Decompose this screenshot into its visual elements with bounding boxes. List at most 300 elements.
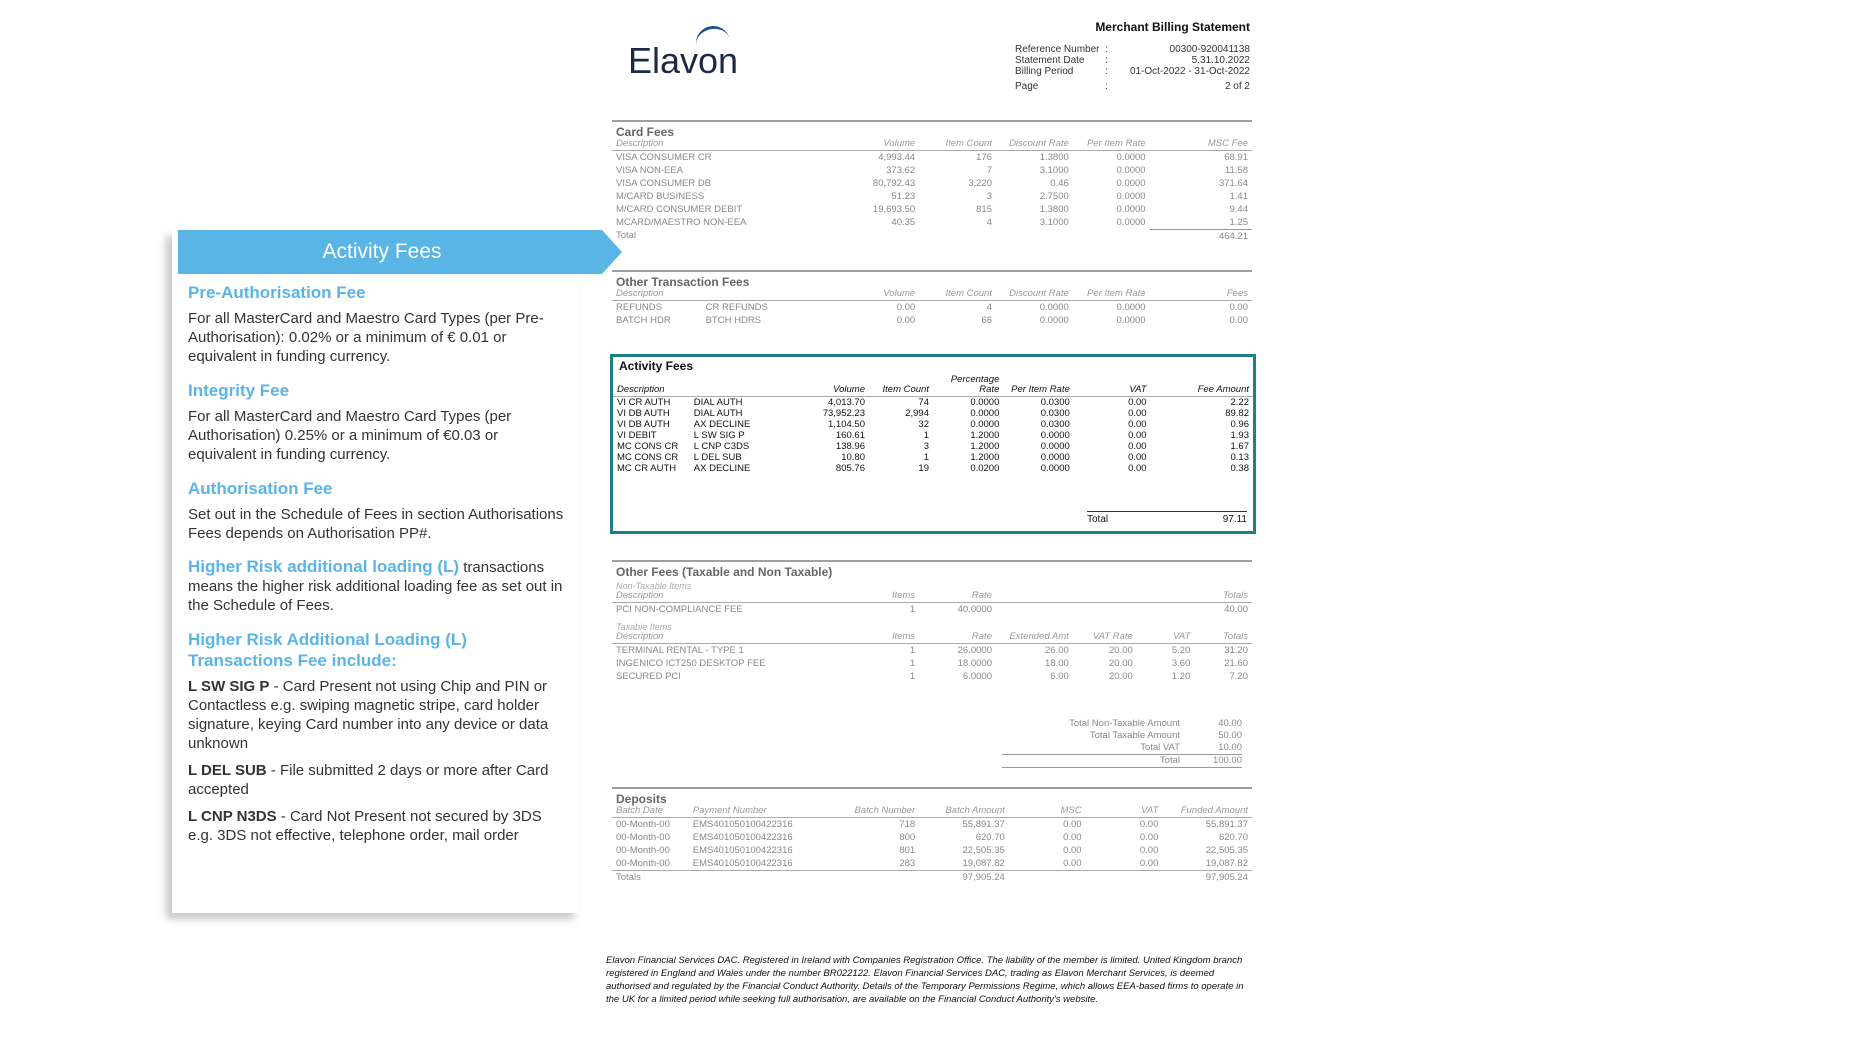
table-cell: VI CR AUTH <box>617 397 671 408</box>
table-cell: L DEL SUB <box>693 452 742 463</box>
table-cell: 0.0300 <box>1040 419 1070 430</box>
statement-meta <box>1015 44 1250 92</box>
table-cell: 0.0000 <box>970 408 1000 419</box>
card-fees-total-value: 464.21 <box>1150 230 1252 244</box>
table-cell: 7 <box>986 164 992 176</box>
table-row <box>612 657 1252 670</box>
table-header-row <box>612 139 1252 151</box>
table-cell: 815 <box>976 203 992 215</box>
table-cell: 0.00 <box>1139 844 1159 856</box>
table-cell: 6.0000 <box>962 670 992 682</box>
table-cell: 18.0000 <box>957 657 992 669</box>
activity-fees-info-panel <box>172 230 580 913</box>
meta-label: Page <box>1015 81 1039 92</box>
table-cell: L CNP C3DS <box>693 441 750 452</box>
panel-header-title: Activity Fees <box>322 240 442 263</box>
table-cell: TERMINAL RENTAL - TYPE 1 <box>616 644 744 656</box>
col-header: Totals <box>1194 632 1252 644</box>
col-header: Funded Amount <box>1162 806 1252 818</box>
table-cell: 73,952.23 <box>822 408 865 419</box>
table-cell: DIAL AUTH <box>693 408 743 419</box>
table-cell: 0.0300 <box>1040 408 1070 419</box>
table-cell: 1 <box>909 603 916 615</box>
col-header: Extended Amt <box>996 632 1073 644</box>
table-cell: 1.2000 <box>970 452 1000 463</box>
billing-statement-document <box>606 14 1262 1014</box>
table-cell: 18.00 <box>1045 657 1069 669</box>
table-cell: 0.38 <box>1230 463 1249 474</box>
table-cell: 6.00 <box>1050 670 1069 682</box>
col-header: Description <box>612 289 702 301</box>
table-row <box>612 190 1252 203</box>
pre-auth-fee-text: For all MasterCard and Maestro Card Types (per Pre-Authorisation): 0.02% or a minimum of € 0.01 or equivalent in funding currency. <box>188 310 544 365</box>
meta-billing-period <box>1015 66 1250 77</box>
col-header: Rate <box>919 632 996 644</box>
table-cell: INGENICO ICT250 DESKTOP FEE <box>616 657 766 669</box>
total-label: Total <box>1159 755 1180 766</box>
table-cell: 0.00 <box>1063 844 1082 856</box>
higher-risk-text: transactions means the higher risk additional loading fee as set out in the Schedule of Fees. <box>188 559 563 614</box>
table-cell: 0.13 <box>1230 452 1249 463</box>
table-cell: AX DECLINE <box>693 463 751 474</box>
table-cell: 0.0000 <box>970 419 1000 430</box>
deposits-totals-row <box>612 871 1252 885</box>
other-fees-title: Other Fees (Taxable and Non Taxable) <box>612 560 1252 579</box>
higher-risk-fee-heading: Higher Risk Additional Loading (L) Transactions Fee include: <box>188 630 467 670</box>
table-cell: 3 <box>923 441 929 452</box>
table-row <box>612 644 1252 658</box>
col-header: Batch Date <box>612 806 689 818</box>
col-header: Per Item Rate <box>1003 375 1073 397</box>
table-cell: 19,087.82 <box>962 857 1005 869</box>
table-cell: 1 <box>923 430 929 441</box>
total-label: Total <box>616 230 637 242</box>
taxable-table <box>612 632 1252 683</box>
table-cell: 00-Month-00 <box>616 844 670 856</box>
logo-swoosh-icon <box>693 23 733 62</box>
col-header: Discount Rate <box>996 289 1073 301</box>
table-row <box>612 818 1252 832</box>
table-cell: 40.0000 <box>957 603 992 615</box>
col-header <box>690 375 792 397</box>
col-header: VAT Rate <box>1073 632 1137 644</box>
code-description: - Card Present not using Chip and PIN or Contactless e.g. swiping magnetic stripe, card holder signature, keying Card number into any device or data unknown <box>188 678 549 752</box>
table-header-row <box>612 632 1252 644</box>
table-cell: 620.70 <box>975 831 1005 843</box>
table-cell: 0.0000 <box>1040 463 1070 474</box>
col-header: Description <box>612 139 842 151</box>
deposits-table <box>612 806 1252 884</box>
table-cell: 26.0000 <box>957 644 992 656</box>
code-label: L CNP N3DS <box>188 808 277 825</box>
table-cell: MC CR AUTH <box>617 463 677 474</box>
table-cell: BATCH HDR <box>616 314 671 326</box>
table-cell: 373.62 <box>886 164 916 176</box>
table-cell: 0.0000 <box>1116 301 1146 313</box>
code-description: - Card Not Present not secured by 3DS e.g. 3DS not effective, telephone order, mail order <box>188 808 542 844</box>
table-cell: 0.0200 <box>970 463 1000 474</box>
higher-risk-heading: Higher Risk additional loading (L) <box>188 557 460 576</box>
code-description: - File submitted 2 days or more after Card accepted <box>188 762 549 798</box>
table-cell: 1.41 <box>1229 190 1248 202</box>
table-cell: 2.7500 <box>1039 190 1069 202</box>
table-cell: 0.00 <box>1128 452 1147 463</box>
table-cell: 0.0000 <box>1116 151 1146 163</box>
table-cell: 9.44 <box>1229 203 1248 215</box>
table-cell: 55,891.37 <box>962 818 1005 830</box>
authorisation-fee-heading: Authorisation Fee <box>188 479 333 498</box>
other-transaction-fees-title: Other Transaction Fees <box>612 270 1252 289</box>
table-cell: 1.93 <box>1230 430 1249 441</box>
integrity-fee-text: For all MasterCard and Maestro Card Types (per Authorisation) 0.25% or a minimum of €0.03 or equivalent in funding currency. <box>188 408 512 463</box>
table-cell: 0.46 <box>1050 177 1069 189</box>
other-fees-totals <box>1002 718 1242 768</box>
meta-value: 2 of 2 <box>1224 81 1250 92</box>
table-row <box>613 408 1253 419</box>
table-cell: 3,220 <box>968 177 992 189</box>
table-cell: MC CONS CR <box>617 441 679 452</box>
col-header: Volume <box>842 289 919 301</box>
card-fees-title: Card Fees <box>612 120 1252 139</box>
code-l-sw-sig-p <box>188 677 568 753</box>
col-header: Fee Amount <box>1151 375 1253 397</box>
col-header: Item Count <box>869 375 933 397</box>
col-header: Description <box>612 591 842 603</box>
table-cell: 0.0000 <box>1040 441 1070 452</box>
table-row <box>612 831 1252 844</box>
table-cell: 0.00 <box>896 314 916 326</box>
table-cell: 3.1000 <box>1039 216 1069 228</box>
table-cell: 0.0000 <box>970 397 1000 408</box>
code-l-del-sub <box>188 761 568 799</box>
other-transaction-fees-body <box>612 301 1252 328</box>
table-cell: 805.76 <box>835 463 865 474</box>
activity-fees-total <box>1087 511 1247 525</box>
col-header: VAT <box>1086 806 1163 818</box>
activity-fees-table <box>613 375 1253 474</box>
table-cell: 0.0300 <box>1040 397 1070 408</box>
table-cell: 0.0000 <box>1116 216 1146 228</box>
table-cell: 00-Month-00 <box>616 831 670 843</box>
table-row <box>612 203 1252 216</box>
col-header: Totals <box>996 591 1252 603</box>
table-cell: 10.80 <box>841 452 865 463</box>
table-cell: 620.70 <box>1218 831 1248 843</box>
table-row <box>612 314 1252 327</box>
table-cell: 160.61 <box>835 430 865 441</box>
meta-value: 00300-920041138 <box>1169 44 1250 55</box>
table-cell: 0.0000 <box>1116 190 1146 202</box>
total-label: Total Taxable Amount <box>1089 730 1180 741</box>
table-cell: 5.20 <box>1171 644 1191 656</box>
table-cell: 1,104.50 <box>828 419 865 430</box>
taxable-caption: Taxable Items <box>616 622 672 632</box>
table-cell: REFUNDS <box>616 301 662 313</box>
table-cell: 51.23 <box>891 190 916 202</box>
table-cell: L SW SIG P <box>693 430 745 441</box>
meta-colon: : <box>1105 66 1108 77</box>
table-cell: MC CONS CR <box>617 452 679 463</box>
table-cell: 3.1000 <box>1039 164 1069 176</box>
table-cell: 283 <box>899 857 916 869</box>
other-transaction-fees-table <box>612 289 1252 327</box>
total-line <box>1002 755 1242 768</box>
table-cell: 1.20 <box>1171 670 1191 682</box>
col-header: Volume <box>792 375 869 397</box>
table-cell: 4,013.70 <box>828 397 865 408</box>
table-cell: 11.58 <box>1224 164 1248 176</box>
meta-statement-date <box>1015 55 1250 66</box>
deposits-body <box>612 818 1252 871</box>
table-cell: 1 <box>909 644 916 656</box>
table-cell: 0.00 <box>1128 441 1147 452</box>
table-row <box>612 216 1252 230</box>
table-cell: 0.00 <box>1063 857 1082 869</box>
activity-fees-total-value: 97.11 <box>1222 514 1247 525</box>
table-row <box>613 452 1253 463</box>
deposits-funded-total: 97,905.24 <box>1162 871 1252 885</box>
table-cell: 0.0000 <box>1039 301 1069 313</box>
table-cell: 32 <box>918 419 929 430</box>
table-cell: 2,994 <box>905 408 929 419</box>
table-cell: EMS401050100422316 <box>692 857 793 869</box>
table-cell: 66 <box>981 314 992 326</box>
table-cell: 138.96 <box>835 441 865 452</box>
deposits-title: Deposits <box>612 787 1252 806</box>
table-cell: 4 <box>986 301 992 313</box>
card-fees-total-row <box>612 230 1252 244</box>
total-value: 100.00 <box>1212 755 1242 766</box>
table-cell: 55,891.37 <box>1205 818 1248 830</box>
table-cell: 00-Month-00 <box>616 857 670 869</box>
table-cell: 0.00 <box>1139 831 1159 843</box>
table-row <box>612 177 1252 190</box>
table-cell: 4 <box>986 216 992 228</box>
col-header: Description <box>612 632 842 644</box>
table-cell: 0.0000 <box>1039 314 1069 326</box>
total-value: 50.00 <box>1218 730 1242 741</box>
table-cell: AX DECLINE <box>693 419 751 430</box>
total-label: Total <box>1087 514 1109 525</box>
table-cell: 0.00 <box>1229 314 1248 326</box>
table-cell: 19,087.82 <box>1205 857 1248 869</box>
table-cell: 1.67 <box>1230 441 1249 452</box>
non-taxable-body <box>612 603 1252 617</box>
total-value: 10.00 <box>1218 742 1242 753</box>
table-cell: 1 <box>909 670 916 682</box>
activity-fees-section <box>610 354 1256 534</box>
code-l-cnp-n3ds <box>188 807 568 845</box>
col-header: Rate <box>919 591 996 603</box>
col-header: MSC <box>1009 806 1086 818</box>
table-cell: 0.0000 <box>1040 430 1070 441</box>
table-cell: 7.20 <box>1229 670 1248 682</box>
table-cell: 40.35 <box>891 216 916 228</box>
col-header <box>702 289 843 301</box>
meta-colon: : <box>1105 81 1108 92</box>
meta-page <box>1015 81 1250 92</box>
table-row <box>613 397 1253 409</box>
table-cell: VI DB AUTH <box>617 408 670 419</box>
col-header: Items <box>842 632 919 644</box>
table-cell: 68.91 <box>1224 151 1248 163</box>
table-cell: VISA NON-EEA <box>616 164 684 176</box>
table-cell: 800 <box>899 831 916 843</box>
table-cell: 31.20 <box>1224 644 1248 656</box>
table-cell: 371.64 <box>1218 177 1248 189</box>
table-cell: EMS401050100422316 <box>692 844 793 856</box>
table-cell: 0.00 <box>1128 430 1147 441</box>
table-cell: 19,693.50 <box>872 203 916 215</box>
table-cell: 0.00 <box>1128 408 1147 419</box>
meta-label: Reference Number <box>1015 44 1100 55</box>
pre-auth-fee-heading: Pre-Authorisation Fee <box>188 283 366 302</box>
table-cell: 20.00 <box>1109 644 1133 656</box>
meta-colon: : <box>1105 55 1108 66</box>
totals-label: Totals <box>612 871 689 885</box>
meta-value: 01-Oct-2022 - 31-Oct-2022 <box>1129 66 1250 77</box>
other-transaction-fees-section <box>612 270 1252 327</box>
table-cell: M/CARD BUSINESS <box>616 190 705 202</box>
table-cell: 0.00 <box>1128 397 1147 408</box>
table-cell: 0.00 <box>1139 857 1159 869</box>
table-cell: 0.0000 <box>1116 203 1146 215</box>
table-cell: 0.0000 <box>1116 164 1146 176</box>
code-label: L DEL SUB <box>188 762 267 779</box>
table-cell: 1.2000 <box>970 441 1000 452</box>
col-header: Percentage Rate <box>933 375 1003 397</box>
table-header-row <box>613 375 1253 397</box>
table-cell: 0.00 <box>1128 419 1147 430</box>
table-cell: 0.00 <box>1139 818 1159 830</box>
table-row <box>612 301 1252 315</box>
table-cell: 176 <box>976 151 992 163</box>
total-label: Total Non-Taxable Amount <box>1069 718 1180 729</box>
table-row <box>613 441 1253 452</box>
col-header: Discount Rate <box>996 139 1073 151</box>
activity-fees-title: Activity Fees <box>619 359 694 373</box>
table-cell: 4,993.44 <box>878 151 916 163</box>
total-line <box>1002 718 1242 730</box>
table-cell: 22,505.35 <box>1205 844 1248 856</box>
deposits-section <box>612 787 1252 884</box>
non-taxable-caption: Non-Taxable Items <box>616 581 692 591</box>
table-cell: 1.3800 <box>1039 151 1069 163</box>
table-row <box>613 419 1253 430</box>
table-cell: 0.0000 <box>1116 177 1146 189</box>
table-cell: 80,792.43 <box>872 177 916 189</box>
col-header: VAT <box>1074 375 1151 397</box>
table-cell: 0.00 <box>1128 463 1147 474</box>
table-row <box>613 463 1253 474</box>
col-header: Fees <box>1150 289 1252 301</box>
table-cell: 0.00 <box>1229 301 1248 313</box>
table-cell: M/CARD CONSUMER DEBIT <box>616 203 743 215</box>
deposits-batch-total: 97,905.24 <box>919 871 1009 885</box>
meta-reference <box>1015 44 1250 55</box>
table-row <box>612 603 1252 617</box>
table-row <box>612 857 1252 871</box>
meta-label: Statement Date <box>1015 55 1085 66</box>
table-row <box>612 164 1252 177</box>
col-header: VAT <box>1137 632 1195 644</box>
meta-value: 5.31.10.2022 <box>1191 55 1250 66</box>
meta-colon: : <box>1105 44 1108 55</box>
table-cell: 0.0000 <box>1040 452 1070 463</box>
table-cell: 801 <box>899 844 916 856</box>
table-cell: 0.96 <box>1230 419 1249 430</box>
table-cell: 74 <box>918 397 929 408</box>
total-label: Total VAT <box>1140 742 1180 753</box>
table-cell: MCARD/MAESTRO NON-EEA <box>616 216 747 228</box>
table-cell: BTCH HDRS <box>705 314 762 326</box>
table-header-row <box>612 591 1252 603</box>
table-row <box>612 151 1252 165</box>
table-cell: CR REFUNDS <box>705 301 768 313</box>
card-fees-body <box>612 151 1252 230</box>
table-row <box>612 844 1252 857</box>
meta-label: Billing Period <box>1015 66 1074 77</box>
table-cell: 3 <box>986 190 992 202</box>
table-cell: 21.60 <box>1224 657 1248 669</box>
table-row <box>613 430 1253 441</box>
table-cell: 40.00 <box>1224 603 1248 615</box>
table-cell: 1.25 <box>1229 216 1248 228</box>
col-header: Item Count <box>919 289 996 301</box>
col-header: Per Item Rate <box>1073 289 1150 301</box>
table-cell: 00-Month-00 <box>616 818 670 830</box>
total-line <box>1002 730 1242 742</box>
table-cell: VISA CONSUMER CR <box>616 151 712 163</box>
activity-fees-body <box>613 397 1253 475</box>
card-fees-section <box>612 120 1252 243</box>
integrity-fee-heading: Integrity Fee <box>188 381 290 400</box>
col-header: Description <box>613 375 690 397</box>
col-header: MSC Fee <box>1150 139 1252 151</box>
code-label: L SW SIG P <box>188 678 270 695</box>
table-cell: 1.3800 <box>1039 203 1069 215</box>
table-cell: 1 <box>909 657 916 669</box>
col-header: Volume <box>842 139 919 151</box>
panel-body <box>188 282 568 859</box>
col-header: Payment Number <box>689 806 830 818</box>
table-cell: 0.00 <box>1063 818 1082 830</box>
table-cell: 0.00 <box>1063 831 1082 843</box>
table-cell: 1.2000 <box>970 430 1000 441</box>
table-cell: EMS401050100422316 <box>692 818 793 830</box>
col-header: Items <box>842 591 919 603</box>
elavon-logo: Elavon <box>628 40 739 81</box>
table-cell: EMS401050100422316 <box>692 831 793 843</box>
table-cell: VI DEBIT <box>617 430 657 441</box>
table-cell: 1 <box>923 452 929 463</box>
panel-header-banner <box>178 230 602 274</box>
table-cell: 26.00 <box>1045 644 1069 656</box>
table-cell: VI DB AUTH <box>617 419 670 430</box>
table-cell: PCI NON-COMPLIANCE FEE <box>616 603 743 615</box>
table-cell: 89.82 <box>1225 408 1249 419</box>
col-header: Batch Number <box>830 806 920 818</box>
table-cell: VISA CONSUMER DB <box>616 177 712 189</box>
total-value: 40.00 <box>1218 718 1242 729</box>
table-header-row <box>612 289 1252 301</box>
table-cell: 718 <box>899 818 916 830</box>
table-cell: 3.60 <box>1171 657 1191 669</box>
table-header-row <box>612 806 1252 818</box>
table-cell: DIAL AUTH <box>693 397 743 408</box>
statement-title: Merchant Billing Statement <box>1095 20 1250 34</box>
table-cell: 0.0000 <box>1116 314 1146 326</box>
